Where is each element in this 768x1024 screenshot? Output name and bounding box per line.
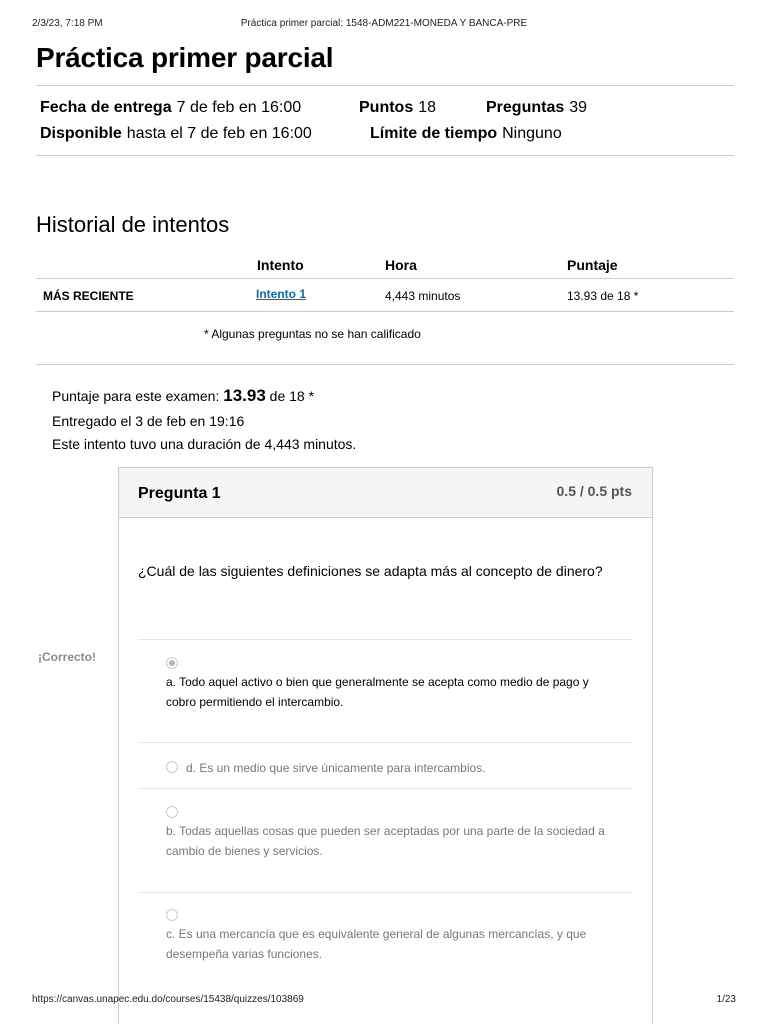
- answer-radio-a[interactable]: [166, 657, 178, 669]
- attempt-link[interactable]: Intento 1: [256, 287, 306, 301]
- table-divider: [36, 311, 734, 312]
- column-header-attempt: Intento: [257, 257, 304, 273]
- available-value: hasta el 7 de feb en 16:00: [126, 125, 312, 142]
- time-limit-label: Límite de tiempo: [370, 125, 498, 142]
- attempt-score: 13.93 de 18 *: [567, 289, 639, 303]
- answer-divider: [138, 892, 633, 893]
- row-label-recent: MÁS RECIENTE: [43, 289, 134, 303]
- available-label: Disponible: [40, 125, 122, 142]
- answer-option-a[interactable]: a. Todo aquel activo o bien que generalmente se acepta como medio de pago y cobro permitiendo el intercambio.: [166, 675, 589, 709]
- submitted-date: Entregado el 3 de feb en 19:16: [52, 413, 245, 429]
- correct-flag: ¡Correcto!: [38, 650, 97, 664]
- question-count: [486, 99, 587, 117]
- answer-option-c[interactable]: c. Es una mercancía que es equivalente general de algunas mercancías, y que desempeña varias funciones.: [166, 927, 587, 961]
- page-number: 1/23: [716, 994, 736, 1005]
- answer-radio-c[interactable]: [166, 909, 178, 921]
- time-limit: [370, 125, 562, 143]
- question-header: [119, 468, 652, 518]
- score-suffix: de 18 *: [269, 388, 315, 404]
- question-points: 0.5 / 0.5 pts: [556, 483, 632, 499]
- print-doc-title: Práctica primer parcial: 1548-ADM221-MONEDA Y BANCA-PRE: [240, 18, 528, 29]
- exam-score: [52, 386, 314, 406]
- points-label: Puntos: [359, 99, 414, 116]
- history-title: Historial de intentos: [36, 212, 230, 237]
- points-value: 18: [418, 99, 437, 116]
- time-limit-value: Ninguno: [502, 125, 562, 142]
- print-footer: [0, 994, 768, 1008]
- answer-divider: [138, 742, 633, 743]
- attempt-time: 4,443 minutos: [385, 289, 461, 303]
- grading-note: * Algunas preguntas no se han calificado: [204, 327, 421, 341]
- divider: [36, 155, 734, 156]
- score-prefix: Puntaje para este examen:: [52, 388, 220, 404]
- answer-divider: [138, 639, 633, 640]
- answer-radio-b[interactable]: [166, 806, 178, 818]
- due-value: 7 de feb en 16:00: [176, 99, 302, 116]
- divider: [36, 85, 734, 86]
- due-date: [40, 99, 301, 117]
- answer-option-d[interactable]: d. Es un medio que sirve únicamente para intercambios.: [186, 761, 486, 775]
- score-value: 13.93: [223, 386, 266, 405]
- question-name: Pregunta 1: [138, 485, 221, 502]
- divider: [36, 364, 734, 365]
- question-text: ¿Cuál de las siguientes definiciones se adapta más al concepto de dinero?: [138, 563, 603, 579]
- print-date: 2/3/23, 7:18 PM: [32, 18, 103, 29]
- questions-value: 39: [569, 99, 588, 116]
- answer-radio-d[interactable]: [166, 761, 178, 773]
- column-header-time: Hora: [385, 257, 417, 273]
- print-header: [0, 18, 768, 32]
- points: [359, 99, 436, 117]
- quiz-title: Práctica primer parcial: [36, 42, 334, 73]
- column-header-score: Puntaje: [567, 257, 618, 273]
- due-label: Fecha de entrega: [40, 99, 172, 116]
- questions-label: Preguntas: [486, 99, 565, 116]
- page-url: https://canvas.unapec.edu.do/courses/15438/quizzes/103869: [32, 994, 304, 1005]
- table-divider: [36, 278, 734, 279]
- question-card: [118, 467, 653, 1024]
- answer-divider: [138, 788, 633, 789]
- attempt-duration: Este intento tuvo una duración de 4,443 minutos.: [52, 436, 357, 452]
- attempt-link-cell: [256, 287, 306, 301]
- availability: [40, 125, 312, 143]
- answer-option-b[interactable]: b. Todas aquellas cosas que pueden ser aceptadas por una parte de la sociedad a cambio de bienes y servicios.: [166, 824, 605, 858]
